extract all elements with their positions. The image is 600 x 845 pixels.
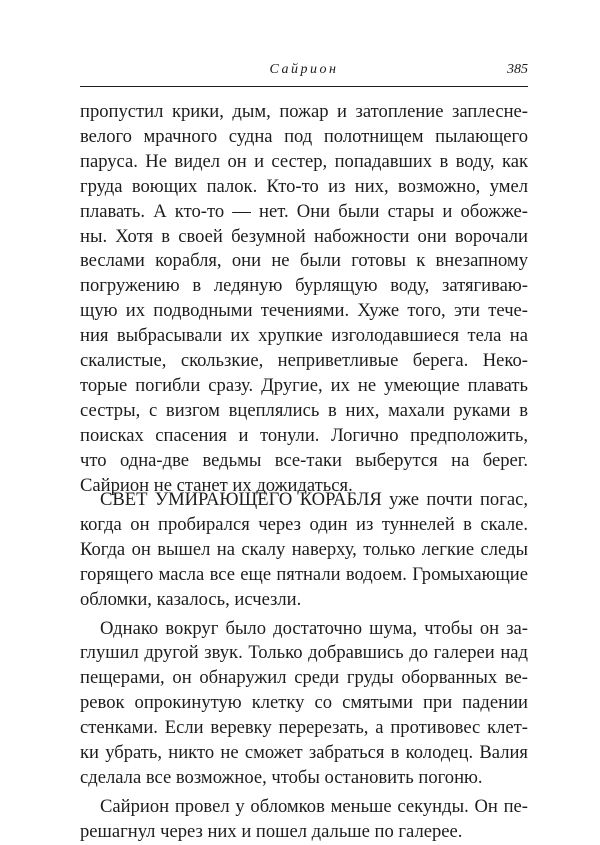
text-line: глушил другой звук. Только добравшись до галереи над [80,642,528,664]
text-line: плавать. А кто-то — нет. Они были стары и обожже- [80,200,528,222]
running-head [80,62,528,82]
section-2-text [80,488,528,845]
text-line: ревок опрокинутую клетку со смятыми при падении [80,692,528,714]
text-line: обломки, казалось, исчезли. [80,588,302,610]
text-line: веслами корабля, они не были готовы к внезапному [80,250,528,272]
section-1-text [80,100,528,499]
header-rule [80,86,528,87]
text-line: что одна-две ведьмы все-таки выберутся на берег. [80,449,528,471]
text-line: пропустил крики, дым, пожар и затопление заплесне- [80,101,528,122]
text-line: велого мрачного судна под полотнищем пылающего [80,125,528,147]
text-line: Сайрион провел у обломков меньше секунды. Он пе- [100,795,528,817]
text-line: ния выбрасывали их хрупкие изголодавшиеся тела на [80,325,528,347]
text-line: когда он пробирался через один из туннелей в скале. [80,513,528,535]
text-line: Когда он вышел на скалу наверху, только легкие следы [80,538,528,560]
text-line: торые погибли сразу. Другие, их не умеющие плавать [80,374,528,396]
paragraph [80,795,528,845]
paragraph [80,488,528,613]
paragraph [80,617,528,791]
text-line-lead [80,488,528,513]
text-line: стенками. Если веревку перерезать, а противовес клет- [80,717,528,739]
text-line: пещерами, он обнаружил среди груды оборванных ве- [80,667,528,689]
text-line: сделала все возможное, чтобы остановить погоню. [80,766,483,788]
text-line: Сайрион не станет их дожидаться. [80,474,353,496]
section-lead-in: СВЕТ УМИРАЮЩЕГО КОРАБЛЯ [100,489,382,510]
text-line: поисках спасения и тонули. Логично предположить, [80,424,528,446]
text-line: сестры, с визгом вцеплялись в них, махали руками в [80,399,528,421]
page-number: 385 [507,62,528,77]
text-line: погружению в ледяную бурлящую воду, затягиваю- [80,275,528,297]
text-line: груда воющих палок. Кто-то из них, возможно, умел [80,175,528,197]
text-line: ны. Хотя в своей безумной набожности они ворочали [80,225,528,247]
text-line: горящего масла все еще пятнали водоем. Громыхающие [80,563,528,585]
paragraph [80,100,528,499]
text-line: скалистые, скользкие, неприветливые берега. Неко- [80,350,528,372]
text-line: Однако вокруг было достаточно шума, чтобы он за- [100,617,528,639]
running-title: Сайрион [269,62,339,77]
text-line: щую их подводными течениями. Хуже того, эти тече- [80,300,528,322]
text-line: ки убрать, никто не сможет забраться в колодец. Валия [80,742,528,764]
text-line: решагнул через них и пошел дальше по галерее. [80,820,463,842]
text-line: паруса. Не видел он и сестер, попадавших в воду, как [80,150,528,172]
text-fragment: уже почти погас, [381,489,528,510]
